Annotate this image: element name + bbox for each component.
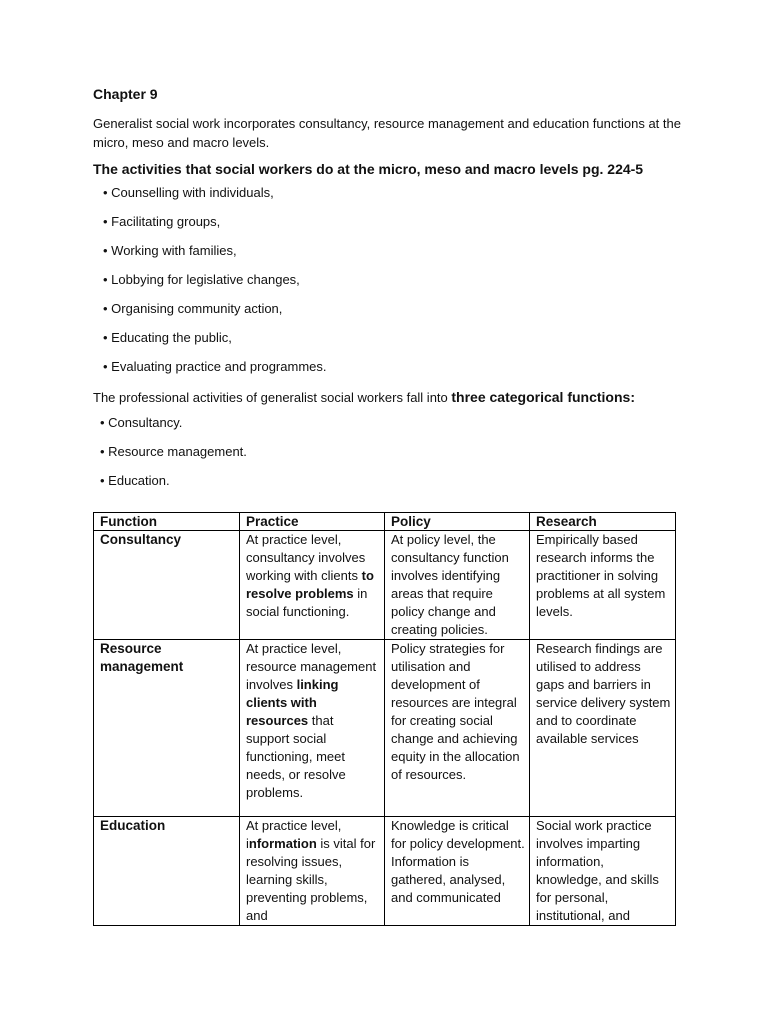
practice-bold: to resolve problems	[246, 568, 374, 601]
policy-cell: At policy level, the consultancy function involves identifying areas that require policy change and creating policies.	[385, 531, 530, 640]
list-item: • Lobbying for legislative changes,	[103, 272, 300, 287]
practice-cell	[240, 640, 385, 817]
function-cell: Consultancy	[94, 531, 240, 640]
professional-paragraph	[93, 388, 683, 407]
research-cell: Empirically based research informs the practitioner in solving problems at all system levels.	[530, 531, 676, 640]
practice-text: that support social functioning, meet needs, or resolve problems.	[246, 713, 346, 800]
practice-cell	[240, 817, 385, 926]
practice-text: At practice level, consultancy involves working with clients	[246, 532, 366, 583]
table-row	[94, 640, 676, 817]
practice-text: in social functioning.	[246, 586, 368, 619]
table-header-row	[94, 513, 676, 531]
header-research: Research	[530, 513, 676, 531]
list-item: • Evaluating practice and programmes.	[103, 359, 327, 374]
list-item: • Education.	[100, 473, 170, 488]
list-item: • Facilitating groups,	[103, 214, 221, 229]
activities-list	[93, 185, 683, 388]
list-item: • Resource management.	[100, 444, 247, 459]
research-cell: Research findings are utilised to address gaps and barriers in service delivery system and to coordinate available services	[530, 640, 676, 817]
practice-text: is vital for resolving issues, learning skills, preventing problems, and	[246, 836, 376, 923]
chapter-title: Chapter 9	[93, 86, 158, 102]
functions-list	[93, 415, 683, 502]
practice-bold: linking clients with resources	[246, 677, 339, 728]
research-cell: Social work practice involves imparting information, knowledge, and skills for personal, institutional, and	[530, 817, 676, 926]
practice-text: At practice level, i	[246, 818, 342, 851]
header-function: Function	[94, 513, 240, 531]
table-row	[94, 817, 676, 926]
list-item: • Consultancy.	[100, 415, 183, 430]
policy-cell: Policy strategies for utilisation and development of resources are integral for creating social change and achieving equity in the allocation of resources.	[385, 640, 530, 817]
header-practice: Practice	[240, 513, 385, 531]
policy-cell: Knowledge is critical for policy development. Information is gathered, analysed, and communicated	[385, 817, 530, 926]
practice-cell	[240, 531, 385, 640]
header-policy: Policy	[385, 513, 530, 531]
document-page	[93, 86, 683, 502]
list-item: • Organising community action,	[103, 301, 283, 316]
function-cell: Education	[94, 817, 240, 926]
list-item: • Counselling with individuals,	[103, 185, 274, 200]
professional-text: The professional activities of generalist social workers fall into	[93, 390, 452, 405]
activities-heading: The activities that social workers do at the micro, meso and macro levels pg. 224-5	[93, 161, 644, 177]
list-item: • Educating the public,	[103, 330, 232, 345]
intro-paragraph: Generalist social work incorporates consultancy, resource management and education functions at the micro, meso and macro levels.	[93, 116, 681, 150]
functions-table	[93, 512, 676, 926]
function-cell: Resource management	[94, 640, 240, 817]
practice-text: At practice level, resource management involves	[246, 641, 377, 692]
table-row	[94, 531, 676, 640]
practice-bold: nformation	[248, 836, 317, 851]
professional-bold: three categorical functions:	[451, 389, 635, 405]
list-item: • Working with families,	[103, 243, 237, 258]
